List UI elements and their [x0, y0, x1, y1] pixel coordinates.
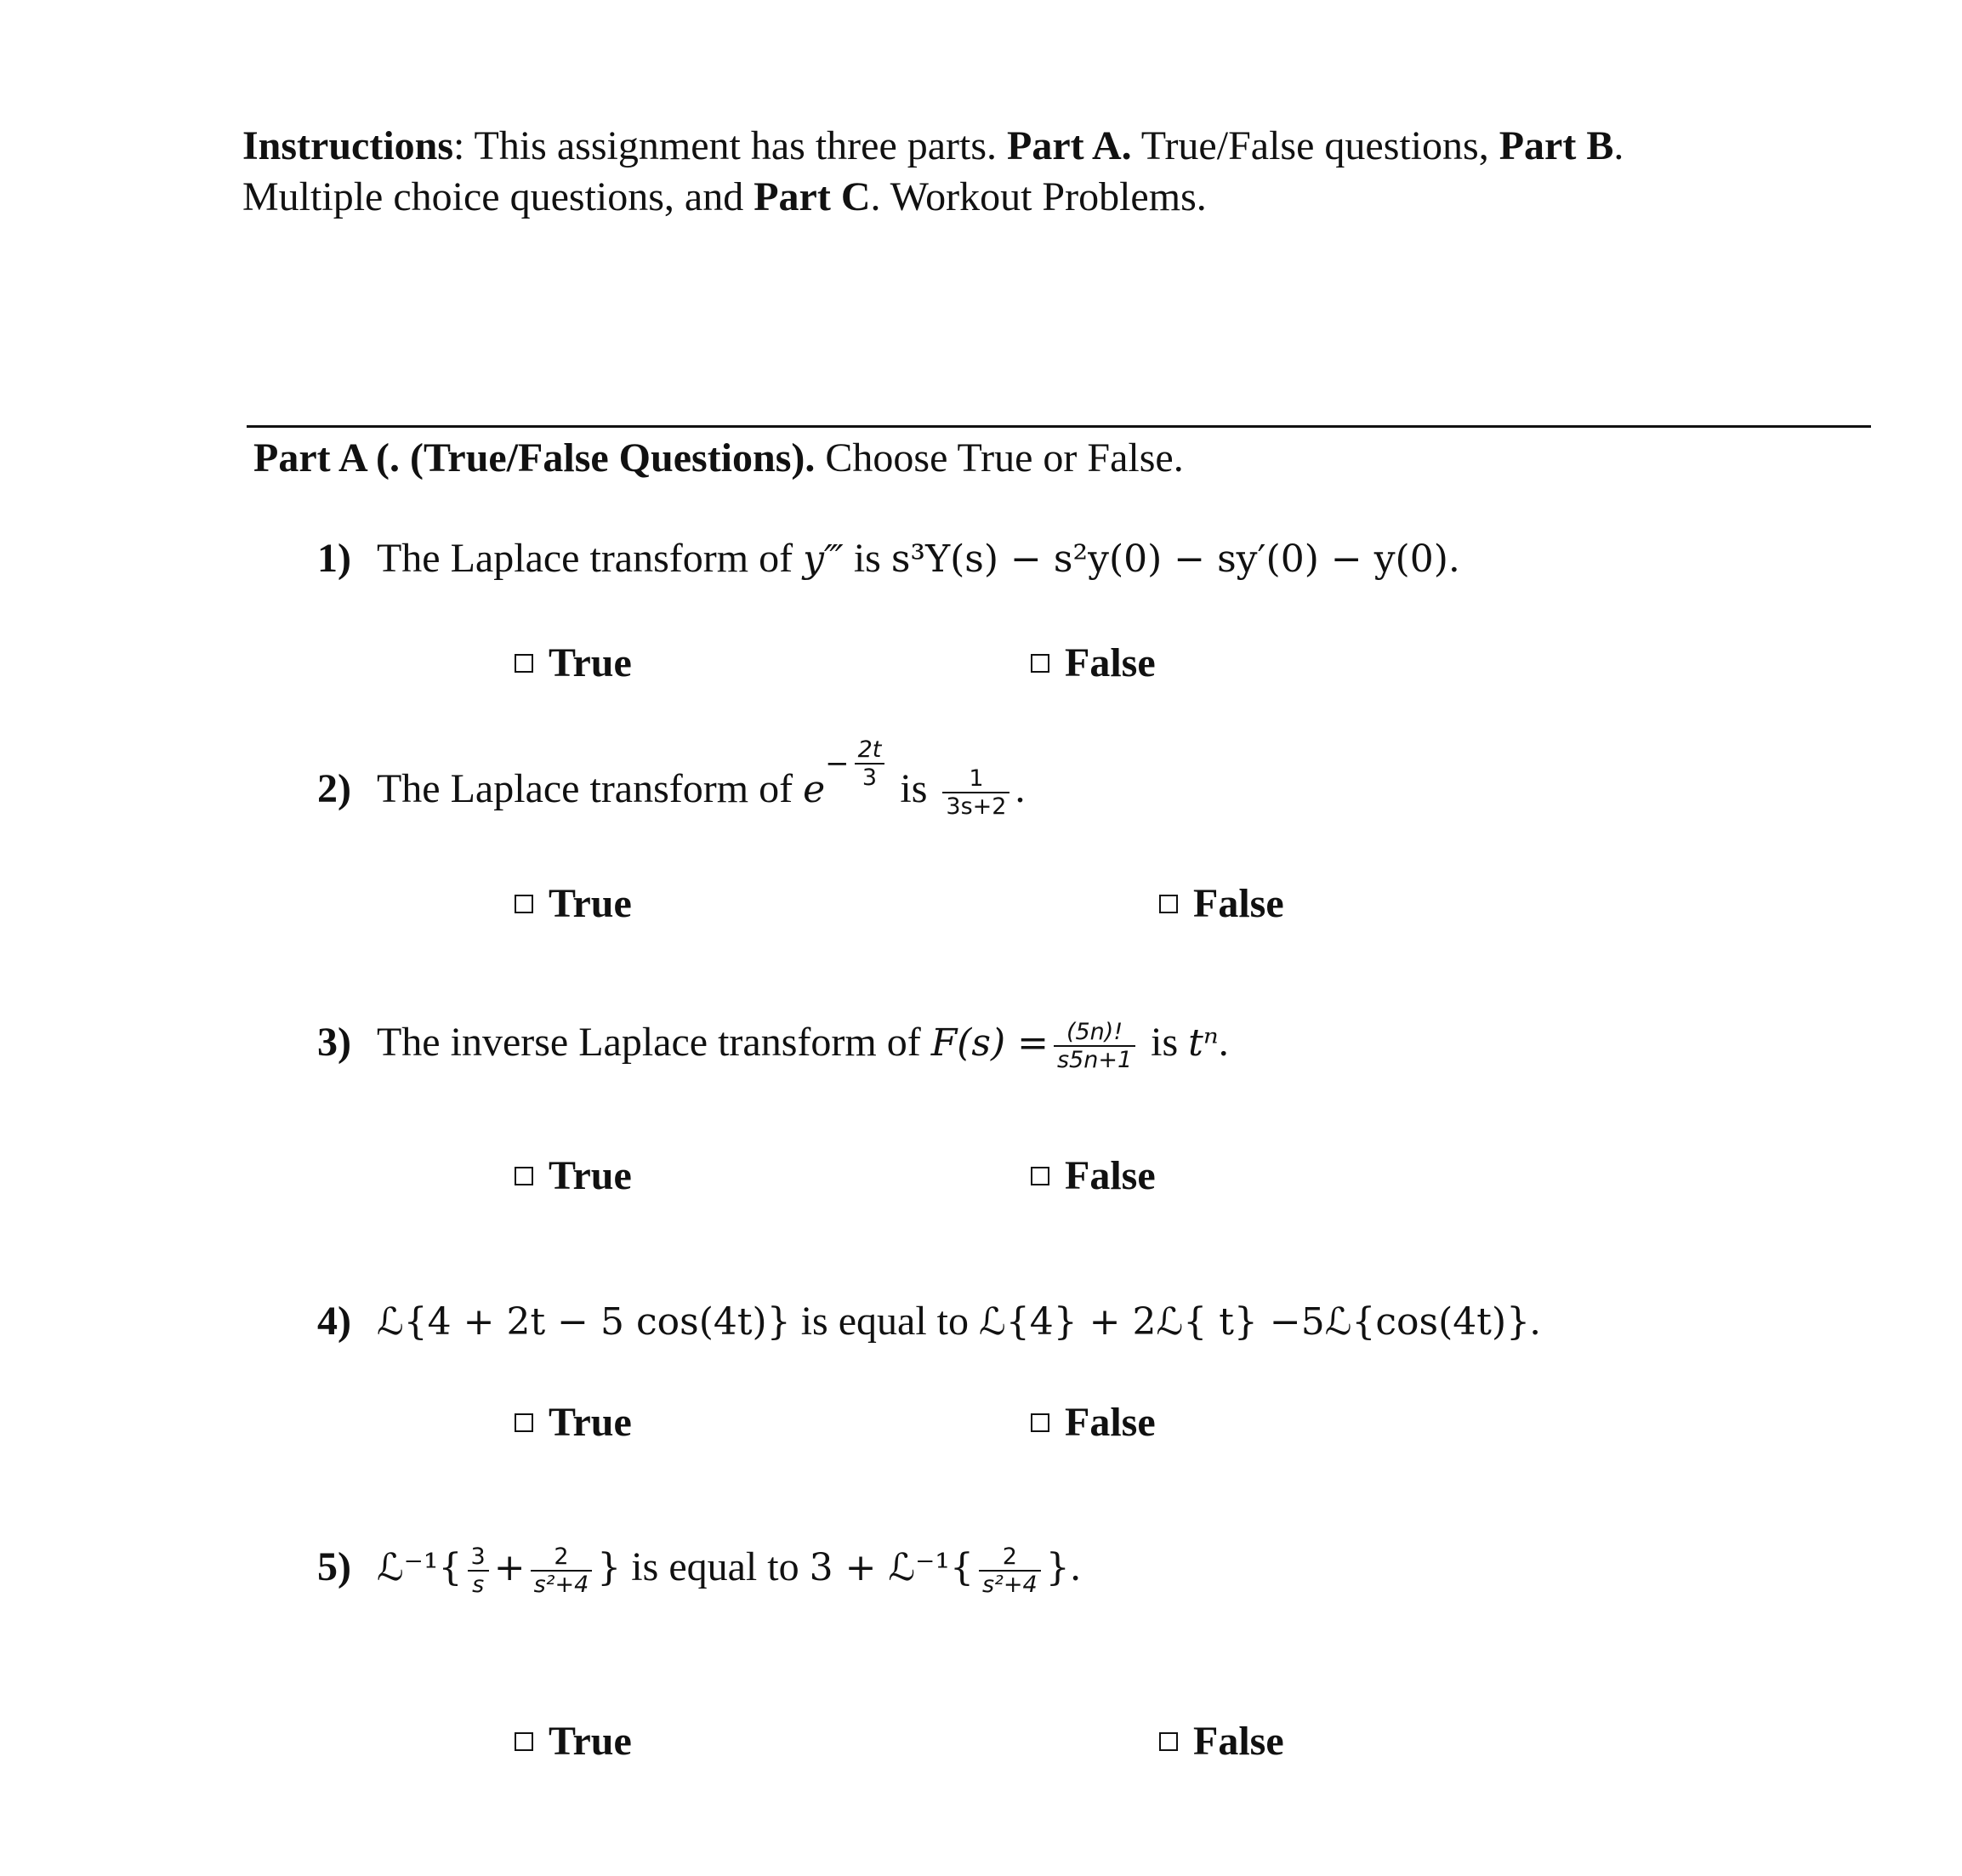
q1-true-option[interactable]: True	[515, 640, 632, 686]
checkbox-icon[interactable]	[515, 1413, 533, 1432]
exponent-fraction: $\frac{2t}{3}$	[855, 736, 885, 791]
fraction-3-over-s: $\frac{3}{s}$	[468, 1543, 489, 1598]
question-number: 2)	[317, 766, 351, 812]
section-divider	[247, 425, 1871, 428]
question-number: 4)	[317, 1299, 351, 1344]
checkbox-icon[interactable]	[515, 895, 533, 913]
instructions-line-2: Multiple choice questions, and Part C. Workout Problems.	[242, 174, 1207, 219]
checkbox-icon[interactable]	[1159, 1732, 1178, 1751]
q4-true-option[interactable]: True	[515, 1399, 632, 1446]
instructions-line-1: Instructions: This assignment has three parts. Part A. True/False questions, Part B.	[242, 123, 1624, 168]
q5-true-option[interactable]: True	[515, 1718, 632, 1765]
q2-true-option[interactable]: True	[515, 880, 632, 927]
question-number: 5)	[317, 1544, 351, 1590]
question-4: 4) ℒ{4 + 2t − 5 cos(4t)} is equal to ℒ{4} + 2ℒ{ t} −5ℒ{cos(4t)}.	[317, 1299, 1541, 1344]
q1-false-option[interactable]: False	[1031, 640, 1156, 686]
q3-false-option[interactable]: False	[1031, 1152, 1156, 1199]
section-title: Part A (. (True/False Questions). Choose True or False.	[253, 435, 1184, 480]
q5-false-option[interactable]: False	[1159, 1718, 1284, 1765]
checkbox-icon[interactable]	[1031, 1413, 1049, 1432]
question-number: 1)	[317, 536, 351, 581]
question-1: 1) The Laplace transform of y‴ is s³Y(s) − s²y(0) − sy′(0) − y(0).	[317, 536, 1460, 581]
fraction-2-over-s2-plus-4: $\frac{2}{\text{s²+4}}$	[531, 1543, 593, 1598]
question-number: 3)	[317, 1020, 351, 1066]
checkbox-icon[interactable]	[1031, 1167, 1049, 1185]
checkbox-icon[interactable]	[1159, 895, 1178, 913]
result-fraction: $\frac{1}{3s+2}$	[942, 765, 1009, 820]
exponential-base: e	[803, 768, 826, 812]
question-3: 3) The inverse Laplace transform of F(s) = $\frac{(5n)!}{s5n+1}$ is tⁿ.	[317, 1019, 1229, 1074]
checkbox-icon[interactable]	[515, 1167, 533, 1185]
checkbox-icon[interactable]	[1031, 654, 1049, 673]
checkbox-icon[interactable]	[515, 654, 533, 673]
transform-fraction: $\frac{(5n)!}{s5n+1}$	[1054, 1019, 1135, 1073]
instructions-label: Instructions	[242, 123, 454, 168]
q3-true-option[interactable]: True	[515, 1152, 632, 1199]
checkbox-icon[interactable]	[515, 1732, 533, 1751]
question-2: 2) The Laplace transform of e − $\frac{2t}{3}$ is $\frac{1}{3s+2}$ .	[317, 736, 1026, 821]
fraction-2-over-s2-plus-4-rhs: $\frac{2}{\text{s²+4}}$	[979, 1543, 1041, 1598]
q4-false-option[interactable]: False	[1031, 1399, 1156, 1446]
q2-false-option[interactable]: False	[1159, 880, 1284, 927]
question-5: 5) ℒ⁻¹{ $\frac{3}{s}$ + $\frac{2}{\text{s²+4}}$ } is equal to 3 + ℒ⁻¹{ $\frac{2}{\text{s²+4}}$ }.	[317, 1543, 1082, 1599]
